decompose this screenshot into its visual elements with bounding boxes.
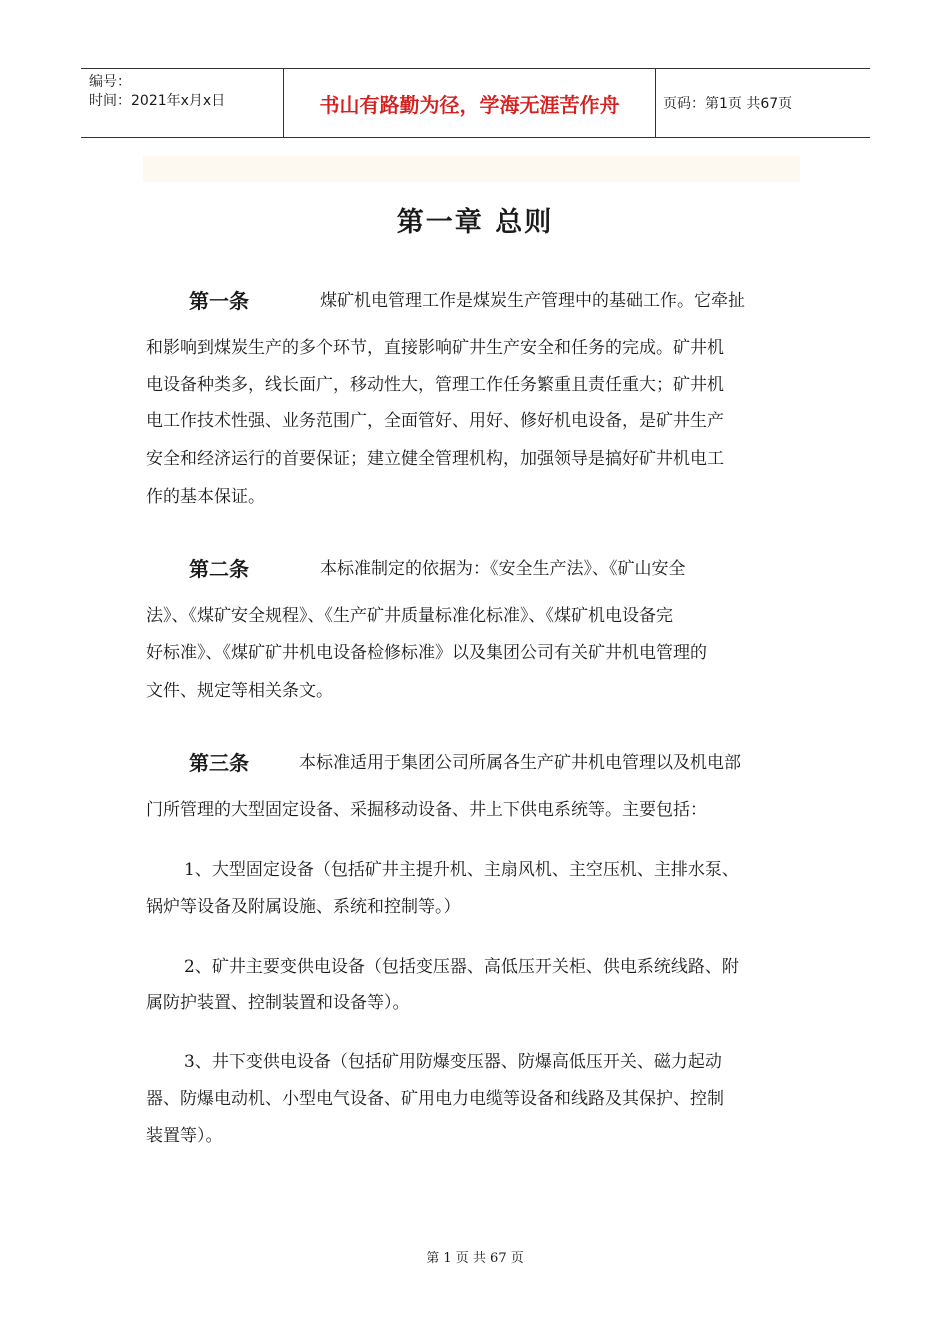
article-1-line: 煤矿机电管理工作是煤炭生产管理中的基础工作。它牵扯: [320, 291, 745, 311]
article-2-line: 法》、《煤矿安全规程》、《生产矿井质量标准化标准》、《煤矿机电设备完: [146, 606, 673, 626]
list-item-line: 属防护装置、控制装置和设备等）。: [146, 993, 410, 1013]
article-1-heading: 第一条: [189, 289, 249, 313]
decorative-band: [143, 156, 800, 182]
article-2-heading: 第二条: [189, 557, 249, 581]
time-label: 时间：2021年x月x日: [89, 93, 226, 109]
header-page-info: 页码：第1页 共67页: [663, 96, 793, 112]
list-item-line: 3、井下变供电设备（包括矿用防爆变压器、防爆高低压开关、磁力起动: [184, 1052, 722, 1072]
article-1-line: 作的基本保证。: [146, 487, 265, 507]
article-1-line: 电设备种类多，线长面广，移动性大，管理工作任务繁重且责任重大；矿井机: [146, 375, 724, 395]
article-1-line: 和影响到煤炭生产的多个环节，直接影响矿井生产安全和任务的完成。矿井机: [146, 338, 724, 358]
list-item-line: 锅炉等设备及附属设施、系统和控制等。）: [146, 897, 461, 917]
list-item-line: 1、大型固定设备（包括矿井主提升机、主扇风机、主空压机、主排水泵、: [184, 860, 739, 880]
list-item-line: 器、防爆电动机、小型电气设备、矿用电力电缆等设备和线路及其保护、控制: [146, 1089, 724, 1109]
document-header: [81, 68, 870, 138]
list-item-line: 装置等）。: [146, 1126, 223, 1146]
article-1-line: 安全和经济运行的首要保证；建立健全管理机构，加强领导是搞好矿井机电工: [146, 449, 724, 469]
article-3-line: 本标准适用于集团公司所属各生产矿井机电管理以及机电部: [299, 753, 741, 773]
article-3-line: 门所管理的大型固定设备、采掘移动设备、井上下供电系统等。主要包括：: [146, 800, 707, 820]
number-label: 编号：: [89, 74, 131, 90]
page-footer: 第 1 页 共 67 页: [426, 1251, 524, 1266]
list-item-line: 2、矿井主要变供电设备（包括变压器、高低压开关柜、供电系统线路、附: [184, 957, 739, 977]
header-motto: 书山有路勤为径，学海无涯苦作舟: [283, 69, 656, 137]
header-meta-cell: [81, 69, 283, 137]
article-2-line: 好标准》、《煤矿矿井机电设备检修标准》以及集团公司有关矿井机电管理的: [146, 643, 707, 663]
article-2-line: 本标准制定的依据为：《安全生产法》、《矿山安全: [320, 559, 686, 579]
article-2-line: 文件、规定等相关条文。: [146, 681, 333, 701]
article-1-line: 电工作技术性强、业务范围广，全面管好、用好、修好机电设备，是矿井生产: [146, 411, 724, 431]
article-3-heading: 第三条: [189, 751, 249, 775]
chapter-title: 第一章 总则: [396, 207, 554, 238]
